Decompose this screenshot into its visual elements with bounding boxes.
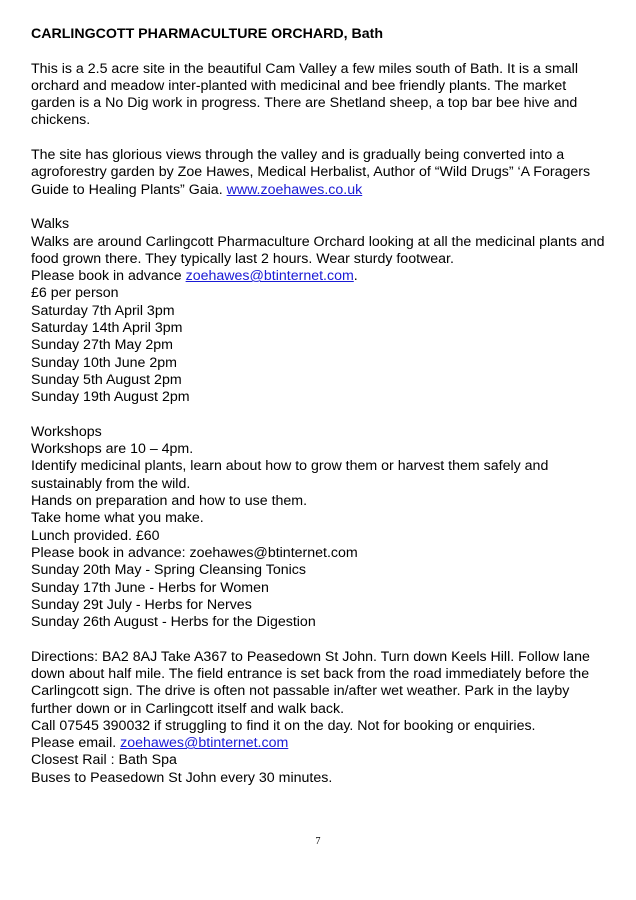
walk-date: Saturday 14th April 3pm bbox=[31, 320, 183, 337]
workshop-date: Sunday 26th August - Herbs for the Digestion bbox=[31, 614, 316, 631]
intro-text: The site has glorious views through the valley and is gradually being converted into a agroforestry garden by Zoe Hawes, Medical Herbalist, Author of “Wild Drugs” ‘A Foragers Guide to Healing Plants” Gaia. bbox=[31, 147, 591, 198]
directions-call: Call 07545 390032 if struggling to find it on the day. Not for booking or enquiries. bbox=[31, 717, 536, 734]
walks-booking-text: Please book in advance bbox=[31, 268, 186, 285]
workshops-times: Workshops are 10 – 4pm. bbox=[31, 441, 194, 458]
directions-email-text: Please email. bbox=[31, 735, 121, 752]
page-title: CARLINGCOTT PHARMACULTURE ORCHARD, Bath bbox=[31, 26, 384, 42]
walk-date: Sunday 10th June 2pm bbox=[31, 354, 177, 371]
workshop-date: Sunday 20th May - Spring Cleansing Tonics bbox=[31, 562, 306, 579]
document-page bbox=[31, 26, 606, 787]
walks-email-link[interactable]: zoehawes@btinternet.com bbox=[185, 268, 354, 285]
website-link[interactable]: www.zoehawes.co.uk bbox=[226, 181, 363, 198]
intro-paragraph: This is a 2.5 acre site in the beautiful Cam Valley a few miles south of Bath. It is a small orchard and meadow inter-planted with medicinal and bee friendly plants. The market garden is a No Dig work in progress. There are Shetland sheep, a top bar bee hive and chickens. bbox=[31, 60, 578, 129]
walks-description: Walks are around Carlingcott Pharmaculture Orchard looking at all the medicinal plants and food grown there. They typically last 2 hours. Wear sturdy footwear. bbox=[31, 233, 605, 267]
walk-date: Saturday 7th April 3pm bbox=[31, 302, 175, 319]
directions-buses: Buses to Peasedown St John every 30 minutes. bbox=[31, 769, 333, 786]
directions-email-link[interactable]: zoehawes@btinternet.com bbox=[120, 735, 289, 752]
walks-booking bbox=[31, 268, 606, 285]
directions-email bbox=[31, 735, 606, 752]
walks-booking-end: . bbox=[353, 268, 358, 285]
workshops-take-home: Take home what you make. bbox=[31, 510, 204, 527]
walk-date: Sunday 19th August 2pm bbox=[31, 389, 190, 406]
workshops-booking: Please book in advance: zoehawes@btinternet.com bbox=[31, 544, 358, 561]
workshop-date: Sunday 29t July - Herbs for Nerves bbox=[31, 596, 252, 613]
intro-paragraph-2 bbox=[31, 147, 606, 199]
walks-heading: Walks bbox=[31, 216, 70, 233]
walks-price: £6 per person bbox=[31, 285, 119, 302]
walk-date: Sunday 27th May 2pm bbox=[31, 337, 173, 354]
workshops-lunch: Lunch provided. £60 bbox=[31, 527, 160, 544]
walk-date: Sunday 5th August 2pm bbox=[31, 371, 182, 388]
workshops-heading: Workshops bbox=[31, 423, 102, 440]
directions-paragraph: Directions: BA2 8AJ Take A367 to Peasedown St John. Turn down Keels Hill. Follow lane down about half mile. The field entrance is set back from the road immediately before the Carlingcott sign. The drive is often not passable in/after wet weather. Park in the layby further down or in Carlingcott itself and walk back. bbox=[31, 648, 590, 717]
workshops-hands-on: Hands on preparation and how to use them. bbox=[31, 493, 308, 510]
directions-rail: Closest Rail : Bath Spa bbox=[31, 752, 177, 769]
workshop-date: Sunday 17th June - Herbs for Women bbox=[31, 579, 269, 596]
workshops-identify: Identify medicinal plants, learn about how to grow them or harvest them safely and sustainably from the wild. bbox=[31, 458, 549, 492]
page-number: 7 bbox=[315, 836, 321, 847]
